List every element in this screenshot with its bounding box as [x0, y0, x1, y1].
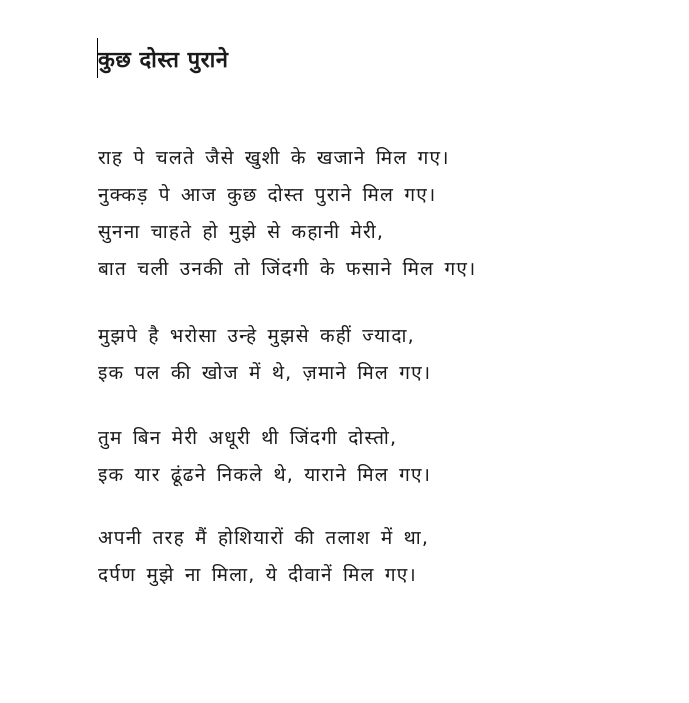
poem-line: राह पे चलते जैसे खुशी के खजाने मिल गए।	[98, 147, 450, 169]
poem-line: नुक्कड़ पे आज कुछ दोस्त पुराने मिल गए।	[98, 184, 437, 206]
poem-line: सुनना चाहते हो मुझे से कहानी मेरी,	[98, 221, 385, 243]
stanza-2	[98, 318, 431, 392]
poem-line: इक पल की खोज में थे, ज़माने मिल गए।	[98, 362, 432, 384]
stanza-3	[98, 420, 431, 494]
poem-line: तुम बिन मेरी अधूरी थी जिंदगी दोस्तो,	[98, 427, 398, 449]
poem-line: अपनी तरह मैं होशियारों की तलाश में था,	[98, 527, 430, 549]
poem-line: इक यार ढूंढने निकले थे, याराने मिल गए।	[98, 464, 432, 486]
poem-line: दर्पण मुझे ना मिला, ये दीवानें मिल गए।	[98, 564, 417, 586]
stanza-4	[98, 520, 429, 594]
poem-line: बात चली उनकी तो जिंदगी के फसाने मिल गए।	[98, 258, 477, 280]
poem-line: मुझपे है भरोसा उन्हे मुझसे कहीं ज्यादा,	[98, 325, 415, 347]
poem-title: कुछ दोस्त पुराने	[98, 48, 229, 73]
stanza-1	[98, 140, 476, 288]
